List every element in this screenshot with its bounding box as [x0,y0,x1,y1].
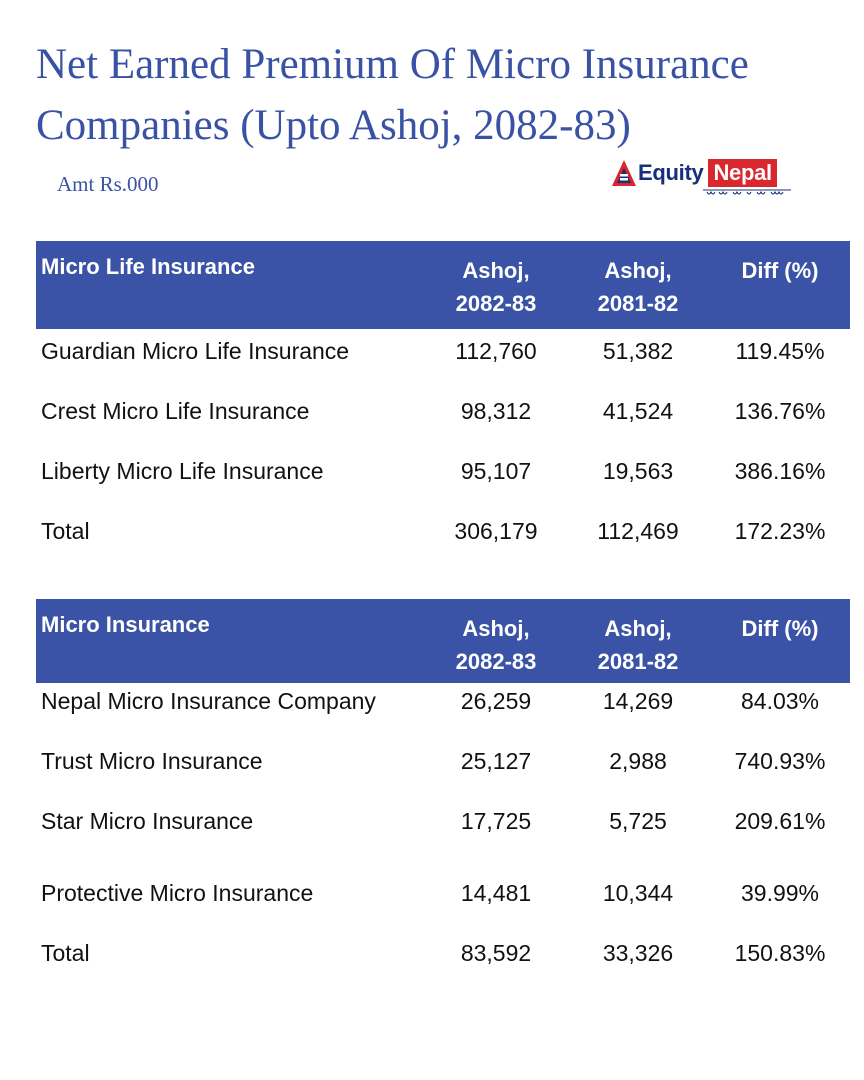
diff-value: 209.61% [734,808,826,834]
header-diff: Diff (%) [741,258,819,283]
diff-value: 740.93% [734,748,826,774]
table-row-total [36,931,850,991]
header-current-year: Ashoj, 2082-83 [455,616,537,674]
table-row [36,389,850,449]
current-value: 95,107 [460,458,532,484]
table-row [36,871,850,931]
total-label: Total [41,940,90,966]
current-value: 98,312 [460,398,532,424]
logo-word-nepal: Nepal [708,159,776,187]
previous-value: 2,988 [609,748,667,774]
previous-value: 51,382 [602,338,674,364]
current-value: 306,179 [454,518,538,544]
previous-value: 10,344 [602,880,674,906]
micro-life-insurance-table [36,241,850,569]
header-current-year: Ashoj, 2082-83 [455,258,537,316]
micro-insurance-table [36,599,850,991]
current-value: 112,760 [455,338,537,364]
current-value: 83,592 [460,940,532,966]
current-value: 17,725 [460,808,532,834]
company-name: Crest Micro Life Insurance [41,398,310,424]
table-row [36,799,850,871]
company-name: Trust Micro Insurance [41,748,263,774]
total-label: Total [41,518,90,544]
company-name: Guardian Micro Life Insurance [41,338,350,364]
page-title: Net Earned Premium Of Micro Insurance Companies (Upto Ashoj, 2082-83) [36,41,749,149]
header-diff: Diff (%) [741,616,819,641]
previous-value: 19,563 [602,458,674,484]
table-header [36,241,850,329]
previous-value: 33,326 [602,940,674,966]
header-company: Micro Insurance [41,612,210,637]
current-value: 14,481 [460,880,532,906]
logo-word-equity: Equity [638,160,704,185]
header-previous-year: Ashoj, 2081-82 [597,616,679,674]
company-name: Protective Micro Insurance [41,880,314,906]
table-row [36,739,850,799]
header-previous-year: Ashoj, 2081-82 [597,258,679,316]
previous-value: 5,725 [609,808,667,834]
equity-nepal-logo [611,158,791,204]
diff-value: 39.99% [740,880,819,906]
current-value: 25,127 [460,748,532,774]
previous-value: 112,469 [597,518,679,544]
current-value: 26,259 [460,688,532,714]
company-name: Nepal Micro Insurance Company [41,688,376,714]
logo-tagline-script [703,187,791,199]
table-header [36,599,850,683]
company-name: Liberty Micro Life Insurance [41,458,324,484]
company-name: Star Micro Insurance [41,808,254,834]
diff-value: 386.16% [734,458,826,484]
previous-value: 14,269 [602,688,674,714]
diff-value: 172.23% [734,518,826,544]
table-row-total [36,509,850,569]
table-row [36,449,850,509]
header-company: Micro Life Insurance [41,254,255,279]
table-row [36,679,850,739]
logo-triangle-icon [611,159,637,187]
amount-unit-note: Amt Rs.000 [57,172,159,196]
table-row [36,329,850,389]
diff-value: 150.83% [734,940,826,966]
diff-value: 84.03% [740,688,819,714]
diff-value: 119.45% [735,338,825,364]
diff-value: 136.76% [734,398,826,424]
previous-value: 41,524 [602,398,674,424]
